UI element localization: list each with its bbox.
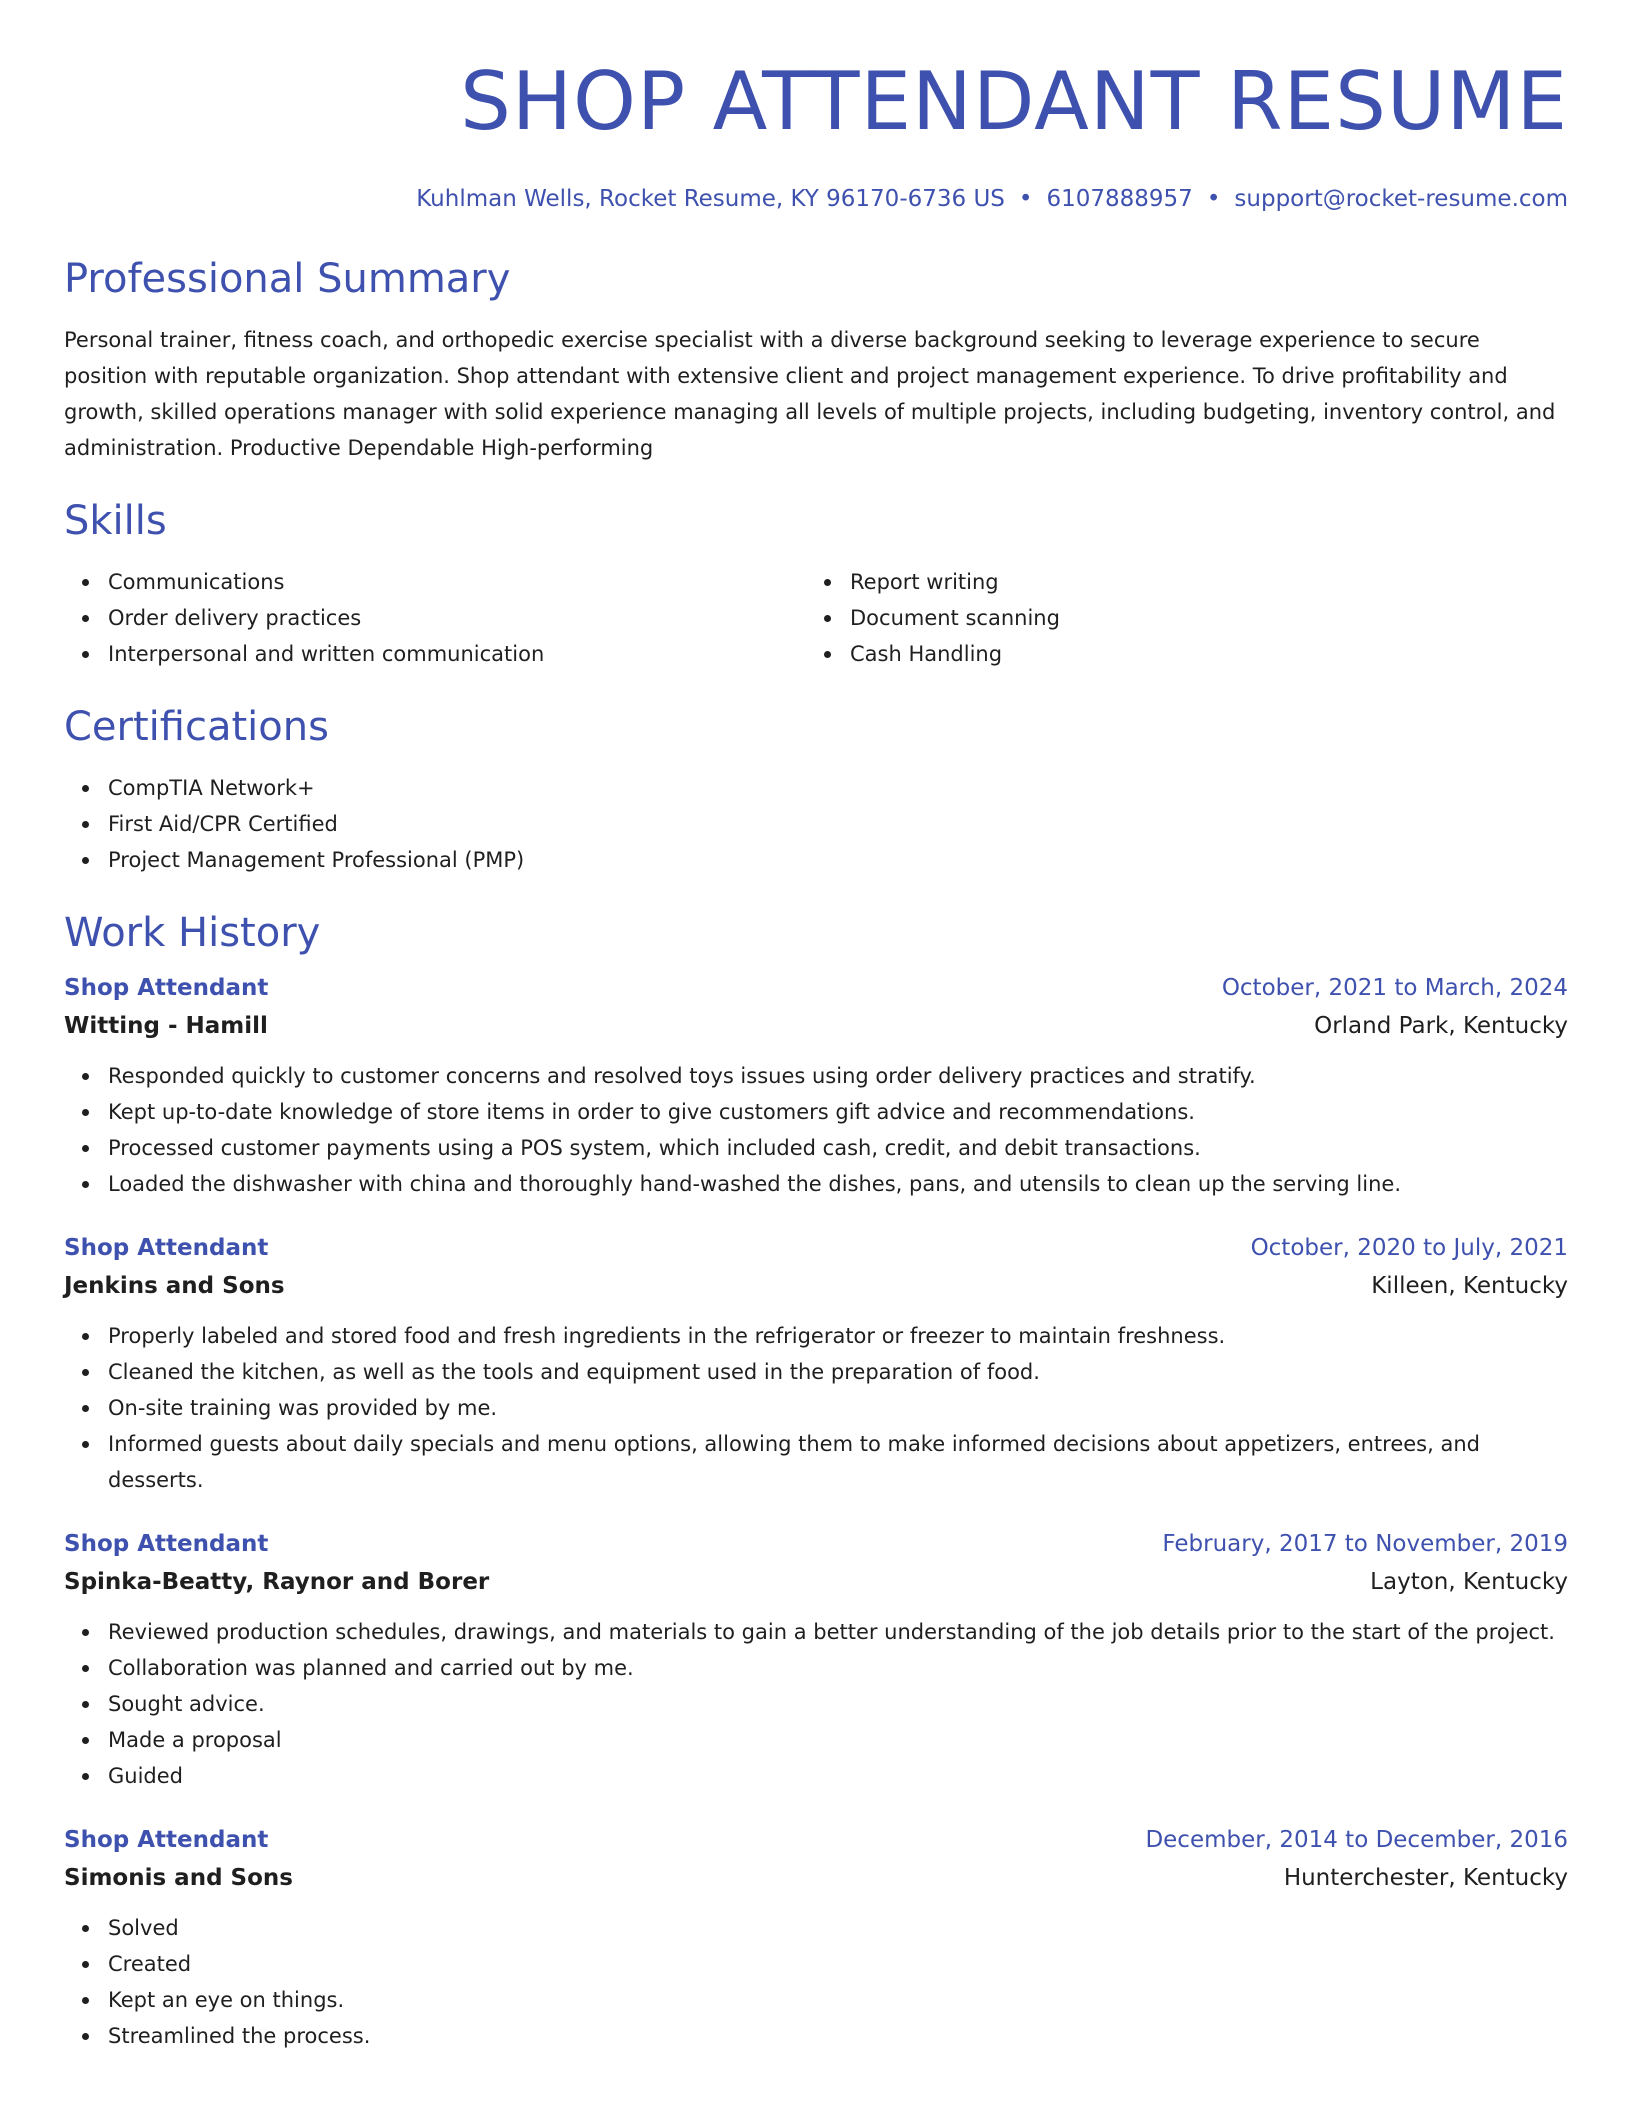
skill-item: Report writing (806, 564, 1548, 600)
skill-item: Document scanning (806, 600, 1548, 636)
job-dates: December, 2014 to December, 2016 (1145, 1827, 1568, 1853)
job-company: Spinka-Beatty, Raynor and Borer (64, 1569, 490, 1595)
certification-item: Project Management Professional (PMP) (64, 842, 1568, 878)
job-subheader (64, 1010, 1568, 1042)
skills-column-left (64, 564, 806, 672)
job-bullet-list (64, 1910, 1568, 2054)
job-title: Shop Attendant (64, 1235, 269, 1261)
contact-address: Kuhlman Wells, Rocket Resume, KY 96170-6736 US (416, 186, 1005, 212)
job-subheader (64, 1862, 1568, 1894)
contact-line (64, 184, 1568, 214)
certification-item: CompTIA Network+ (64, 770, 1568, 806)
job-bullet: Informed guests about daily specials and menu options, allowing them to make informed decisions about appetizers, entrees, and desserts. (64, 1426, 1568, 1498)
certifications-heading: Certifications (64, 704, 329, 750)
job-title: Shop Attendant (64, 1531, 269, 1557)
job-title: Shop Attendant (64, 975, 269, 1001)
job-dates: October, 2021 to March, 2024 (1221, 975, 1568, 1001)
contact-email[interactable]: support@rocket-resume.com (1234, 186, 1568, 212)
contact-phone: 6107888957 (1046, 186, 1193, 212)
skills-list (64, 564, 1568, 672)
job-bullet-list (64, 1614, 1568, 1794)
skill-item: Order delivery practices (64, 600, 806, 636)
job-entry (64, 972, 1568, 1202)
work-history-heading: Work History (64, 910, 321, 956)
job-subheader (64, 1566, 1568, 1598)
contact-separator: • (1018, 186, 1033, 212)
job-bullet: Reviewed production schedules, drawings, and materials to gain a better understanding of the job details prior to the start of the project. (64, 1614, 1568, 1650)
job-bullet: Cleaned the kitchen, as well as the tools and equipment used in the preparation of food. (64, 1354, 1568, 1390)
job-dates: February, 2017 to November, 2019 (1162, 1531, 1568, 1557)
job-header (64, 972, 1568, 1004)
job-bullet: Kept an eye on things. (64, 1982, 1568, 2018)
job-bullet: Streamlined the process. (64, 2018, 1568, 2054)
job-company: Witting - Hamill (64, 1013, 268, 1039)
resume-title: SHOP ATTENDANT RESUME (460, 55, 1568, 148)
skill-item: Communications (64, 564, 806, 600)
job-location: Killeen, Kentucky (1371, 1273, 1568, 1299)
job-bullet-list (64, 1318, 1568, 1498)
summary-heading: Professional Summary (64, 256, 511, 302)
job-header (64, 1232, 1568, 1264)
job-company: Simonis and Sons (64, 1865, 293, 1891)
job-bullet: Kept up-to-date knowledge of store items in order to give customers gift advice and recommendations. (64, 1094, 1568, 1130)
job-header (64, 1824, 1568, 1856)
job-bullet: Made a proposal (64, 1722, 1568, 1758)
job-location: Orland Park, Kentucky (1314, 1013, 1568, 1039)
job-bullet: Guided (64, 1758, 1568, 1794)
job-entry (64, 1232, 1568, 1498)
skill-item: Interpersonal and written communication (64, 636, 806, 672)
job-dates: October, 2020 to July, 2021 (1250, 1235, 1568, 1261)
job-bullet: Properly labeled and stored food and fresh ingredients in the refrigerator or freezer to maintain freshness. (64, 1318, 1568, 1354)
job-entry (64, 1824, 1568, 2054)
job-entry (64, 1528, 1568, 1794)
job-location: Hunterchester, Kentucky (1283, 1865, 1568, 1891)
job-bullet: Collaboration was planned and carried out by me. (64, 1650, 1568, 1686)
certification-item: First Aid/CPR Certified (64, 806, 1568, 842)
job-bullet: On-site training was provided by me. (64, 1390, 1568, 1426)
job-bullet: Responded quickly to customer concerns and resolved toys issues using order delivery practices and stratify. (64, 1058, 1568, 1094)
skills-heading: Skills (64, 498, 167, 544)
contact-separator: • (1206, 186, 1221, 212)
certifications-list (64, 770, 1568, 878)
job-title: Shop Attendant (64, 1827, 269, 1853)
job-company: Jenkins and Sons (64, 1273, 285, 1299)
skill-item: Cash Handling (806, 636, 1548, 672)
job-bullet: Created (64, 1946, 1568, 1982)
resume-header (64, 56, 1568, 214)
job-bullet: Processed customer payments using a POS system, which included cash, credit, and debit transactions. (64, 1130, 1568, 1166)
job-bullet-list (64, 1058, 1568, 1202)
job-bullet: Sought advice. (64, 1686, 1568, 1722)
job-location: Layton, Kentucky (1370, 1569, 1568, 1595)
job-subheader (64, 1270, 1568, 1302)
skills-column-right (806, 564, 1548, 672)
job-bullet: Loaded the dishwasher with china and thoroughly hand-washed the dishes, pans, and utensils to clean up the serving line. (64, 1166, 1568, 1202)
summary-text: Personal trainer, fitness coach, and orthopedic exercise specialist with a diverse background seeking to leverage experience to secure position with reputable organization. Shop attendant with extensive client and project management experience. To drive profitability and growth, skilled operations manager with solid experience managing all levels of multiple projects, including budgeting, inventory control, and administration. Productive Dependable High-performing (64, 328, 1556, 460)
job-bullet: Solved (64, 1910, 1568, 1946)
job-header (64, 1528, 1568, 1560)
